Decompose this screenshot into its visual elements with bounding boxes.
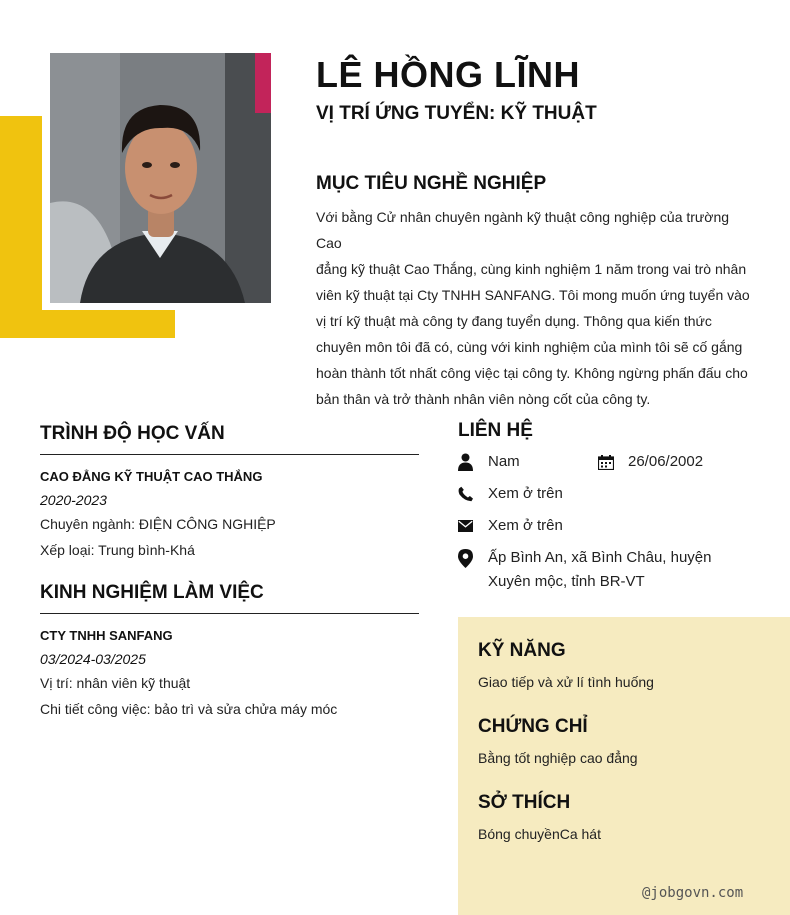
- certificates-section: [478, 715, 638, 768]
- experience-period: 03/2024-03/2025: [40, 651, 146, 667]
- company-name: CTY TNHH SANFANG: [40, 628, 173, 643]
- gender-row: [458, 450, 520, 474]
- career-objective-section: [316, 172, 756, 412]
- education-section: [40, 422, 419, 563]
- objective-line: hoàn thành tốt nhất công việc tại công ty. Không ngừng phấn đấu cho: [316, 365, 748, 381]
- experience-role: Vị trí: nhân viên kỹ thuật: [40, 675, 191, 691]
- birthday-value: 26/06/2002: [628, 453, 704, 470]
- hobbies-text: Bóng chuyềnCa hát: [478, 826, 601, 842]
- watermark: @jobgovn.com: [642, 885, 744, 901]
- skills-text: Giao tiếp và xử lí tình huống: [478, 674, 654, 690]
- phone-value: Xem ở trên: [488, 485, 563, 502]
- accent-bar-horizontal: [0, 310, 175, 338]
- calendar-icon: [598, 450, 628, 474]
- side-panel: [458, 617, 790, 915]
- career-objective-text: [316, 204, 756, 412]
- address-value: [488, 546, 712, 594]
- skills-section: [478, 639, 654, 692]
- experience-title: KINH NGHIỆM LÀM VIỆC: [40, 582, 264, 603]
- address-row: [458, 546, 712, 594]
- education-period: 2020-2023: [40, 492, 107, 508]
- mail-icon: [458, 514, 488, 538]
- address-line: Xuyên mộc, tỉnh BR-VT: [488, 573, 645, 590]
- experience-section: [40, 581, 419, 722]
- hobbies-section: [478, 791, 601, 844]
- education-title: TRÌNH ĐỘ HỌC VẤN: [40, 423, 225, 444]
- location-pin-icon: [458, 546, 488, 570]
- experience-details: Chi tiết công việc: bảo trì và sửa chửa máy móc: [40, 701, 338, 717]
- school-name: CAO ĐẲNG KỸ THUẬT CAO THẮNG: [40, 469, 263, 484]
- certificates-title: CHỨNG CHỈ: [478, 716, 588, 737]
- objective-line: đẳng kỹ thuật Cao Thắng, cùng kinh nghiệm 1 năm trong vai trò nhân: [316, 261, 747, 277]
- email-value: Xem ở trên: [488, 517, 563, 534]
- objective-line: Với bằng Cử nhân chuyên ngành kỹ thuật công nghiệp của trường Cao: [316, 209, 730, 251]
- divider: [40, 613, 419, 614]
- address-line: Ấp Bình An, xã Bình Châu, huyện: [488, 549, 712, 566]
- hobbies-title: SỞ THÍCH: [478, 792, 571, 813]
- accent-bar-vertical: [0, 116, 42, 338]
- phone-icon: [458, 482, 488, 506]
- birthday-row: [598, 450, 703, 474]
- divider: [40, 454, 419, 455]
- profile-photo: [50, 53, 271, 303]
- education-major: Chuyên ngành: ĐIỆN CÔNG NGHIỆP: [40, 516, 276, 532]
- contact-section: [458, 419, 758, 590]
- objective-line: vị trí kỹ thuật mà công ty đang tuyển dụng. Thông qua kiến thức: [316, 313, 712, 329]
- career-objective-title: MỤC TIÊU NGHỀ NGHIỆP: [316, 173, 547, 194]
- certificates-text: Bằng tốt nghiệp cao đẳng: [478, 750, 638, 766]
- skills-title: KỸ NĂNG: [478, 640, 566, 661]
- objective-line: viên kỹ thuật tại Cty TNHH SANFANG. Tôi mong muốn ứng tuyển vào: [316, 287, 750, 303]
- phone-row: [458, 482, 563, 506]
- person-icon: [458, 450, 488, 474]
- objective-line: bản thân và trở thành nhân viên nòng cốt của công ty.: [316, 391, 651, 407]
- gender-value: Nam: [488, 453, 520, 470]
- candidate-name: LÊ HỒNG LĨNH: [316, 54, 580, 95]
- education-grade: Xếp loại: Trung bình-Khá: [40, 542, 195, 558]
- applied-position: VỊ TRÍ ỨNG TUYỂN: KỸ THUẬT: [316, 103, 597, 124]
- email-row: [458, 514, 563, 538]
- contact-title: LIÊN HỆ: [458, 420, 533, 441]
- objective-line: chuyên môn tôi đã có, cùng với kinh nghiệm của mình tôi sẽ cố gắng: [316, 339, 743, 355]
